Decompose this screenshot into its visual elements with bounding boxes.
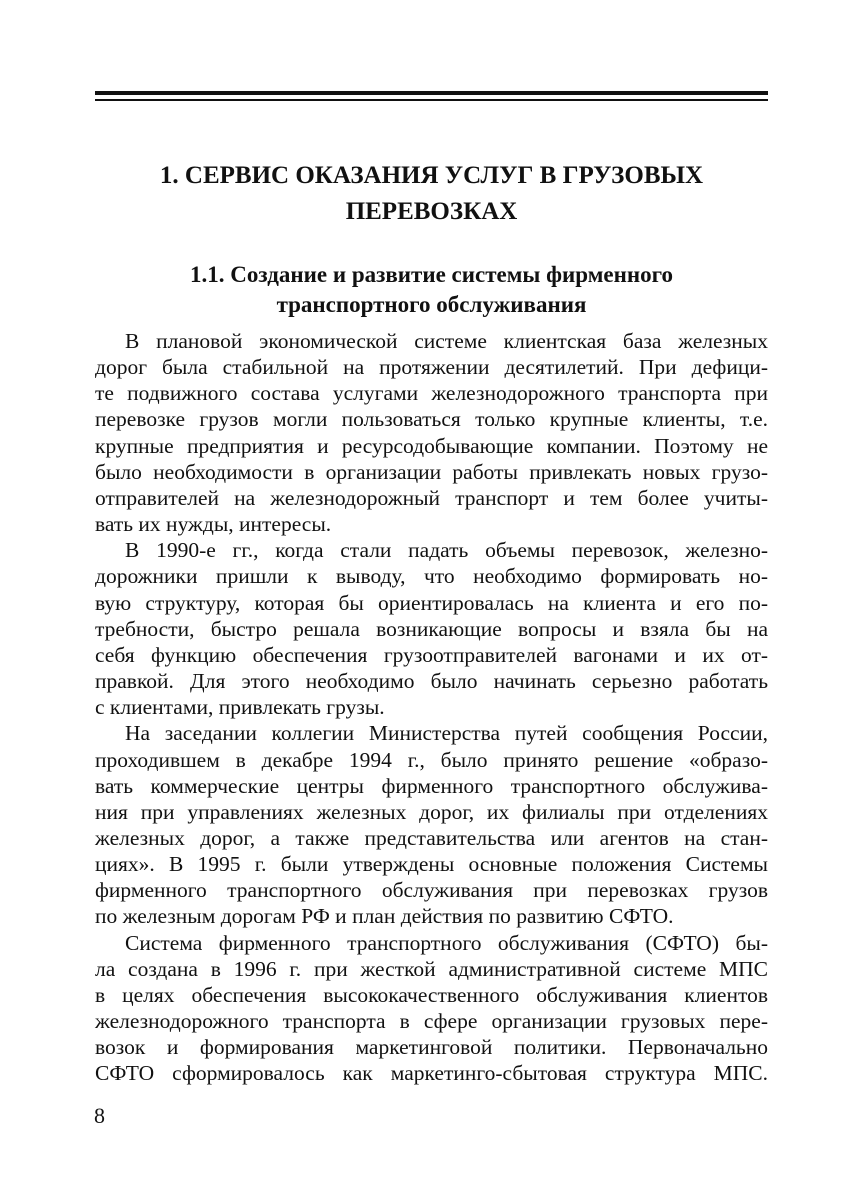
paragraph [95, 537, 768, 720]
text-line: ния при управлениях железных дорог, их филиалы при отделениях [95, 799, 768, 824]
text-line: с клиентами, привлекать грузы. [95, 695, 385, 720]
chapter-title-line: 1. СЕРВИС ОКАЗАНИЯ УСЛУГ В ГРУЗОВЫХ [159, 162, 704, 189]
text-line: в целях обеспечения высококачественного обслуживания клиентов [95, 982, 768, 1007]
text-line: вую структуру, которая бы ориентировалась на клиента и его по- [95, 590, 768, 615]
text-line: проходившем в декабре 1994 г., было принято решение «образо- [95, 747, 768, 772]
text-line: Система фирменного транспортного обслуживания (СФТО) бы- [125, 930, 768, 955]
text-line: В 1990-е гг., когда стали падать объемы перевозок, железно- [125, 538, 768, 563]
text-line: На заседании коллегии Министерства путей сообщения России, [125, 721, 768, 746]
text-line: перевозке грузов могли пользоваться только крупные клиенты, т.е. [95, 407, 768, 432]
chapter-title-line: ПЕРЕВОЗКАХ [345, 198, 518, 225]
text-line: СФТО сформировалось как маркетинго-сбытовая структура МПС. [95, 1061, 768, 1086]
text-line: железных дорог, а также представительства или агентов на стан- [95, 825, 768, 850]
header-rule-thick [95, 91, 768, 95]
text-line: ла создана в 1996 г. при жесткой административной системе МПС [95, 956, 768, 981]
text-line: железнодорожного транспорта в сфере организации грузовых пере- [95, 1009, 768, 1034]
text-line: вать их нужды, интересы. [95, 512, 332, 537]
header-rule-thin [95, 99, 768, 101]
page-number: 8 [94, 1103, 105, 1128]
text-line: циях». В 1995 г. были утверждены основные положения Системы [95, 852, 768, 877]
paragraph [95, 720, 768, 929]
text-line: требности, быстро решала возникающие вопросы и взяла бы на [95, 616, 768, 641]
text-line: возок и формирования маркетинговой политики. Первоначально [95, 1035, 768, 1060]
paragraph [95, 328, 768, 537]
text-line: те подвижного состава услугами железнодорожного транспорта при [95, 381, 768, 406]
text-line: по железным дорогам РФ и план действия по развитию СФТО. [95, 904, 674, 929]
text-line: вать коммерческие центры фирменного транспортного обслужива- [95, 773, 768, 798]
text-line: В плановой экономической системе клиентская база железных [125, 329, 768, 353]
text-line: себя функцию обеспечения грузоотправителей вагонами и их от- [95, 642, 768, 667]
chapter-title [95, 158, 768, 230]
section-title-line: 1.1. Создание и развитие системы фирменного [190, 262, 673, 287]
section-title [95, 260, 768, 320]
body-text [95, 328, 768, 1087]
text-line: крупные предприятия и ресурсодобывающие компании. Поэтому не [95, 433, 768, 458]
text-line: было необходимости в организации работы привлекать новых грузо- [95, 459, 768, 484]
paragraph [95, 930, 768, 1087]
section-title-line: транспортного обслуживания [276, 292, 587, 317]
text-line: фирменного транспортного обслуживания при перевозках грузов [95, 878, 768, 903]
text-line: отправителей на железнодорожный транспорт и тем более учиты- [95, 485, 768, 510]
text-line: дорог была стабильной на протяжении десятилетий. При дефици- [95, 355, 768, 380]
text-line: правкой. Для этого необходимо было начинать серьезно работать [95, 669, 768, 694]
text-line: дорожники пришли к выводу, что необходимо формировать но- [95, 564, 768, 589]
